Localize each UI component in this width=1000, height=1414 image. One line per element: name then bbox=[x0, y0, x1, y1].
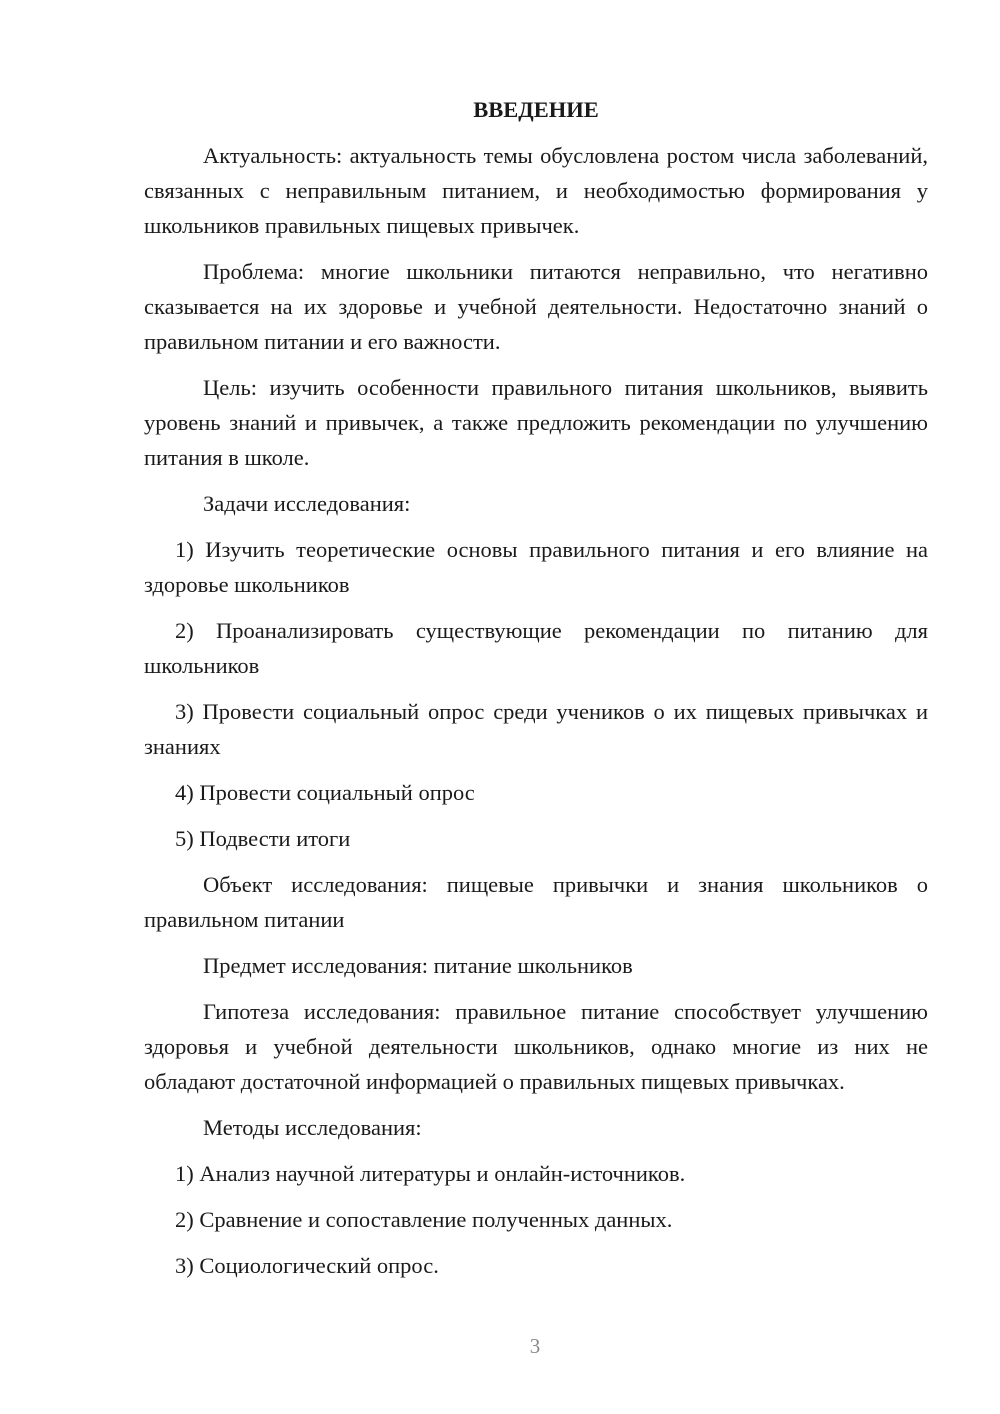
method-item: 2) Сравнение и сопоставление полученных данных. bbox=[175, 1207, 673, 1232]
relevance-paragraph: Актуальность: актуальность темы обусловлена ростом числа заболеваний, связанных с неправильным питанием, и необходимостью формирования у школьников правильных пищевых привычек. bbox=[144, 143, 928, 238]
page-number: 3 bbox=[529, 1334, 541, 1358]
object-paragraph: Объект исследования: пищевые привычки и знания школьников о правильном питании bbox=[144, 872, 928, 932]
problem-paragraph: Проблема: многие школьники питаются неправильно, что негативно сказывается на их здоровье и учебной деятельности. Недостаточно знаний о правильном питании и его важности. bbox=[144, 259, 928, 354]
task-item: 5) Подвести итоги bbox=[175, 826, 351, 851]
goal-paragraph: Цель: изучить особенности правильного питания школьников, выявить уровень знаний и привычек, а также предложить рекомендации по улучшению питания в школе. bbox=[144, 375, 928, 470]
tasks-title: Задачи исследования: bbox=[203, 491, 411, 516]
section-heading: ВВЕДЕНИЕ bbox=[473, 97, 599, 122]
task-item: 4) Провести социальный опрос bbox=[175, 780, 475, 805]
methods-title: Методы исследования: bbox=[203, 1115, 422, 1140]
document-body bbox=[144, 92, 928, 1294]
hypothesis-paragraph: Гипотеза исследования: правильное питание способствует улучшению здоровья и учебной деятельности школьников, однако многие из них не обладают достаточной информацией о правильных пищевых привычках. bbox=[144, 999, 928, 1094]
task-item: 1) Изучить теоретические основы правильного питания и его влияние на здоровье школьников bbox=[144, 537, 928, 597]
task-item: 2) Проанализировать существующие рекомендации по питанию для школьников bbox=[144, 618, 928, 678]
task-item: 3) Провести социальный опрос среди учеников о их пищевых привычках и знаниях bbox=[144, 699, 928, 759]
method-item: 3) Социологический опрос. bbox=[175, 1253, 439, 1278]
subject-paragraph: Предмет исследования: питание школьников bbox=[203, 953, 633, 978]
method-item: 1) Анализ научной литературы и онлайн-источников. bbox=[175, 1161, 686, 1186]
